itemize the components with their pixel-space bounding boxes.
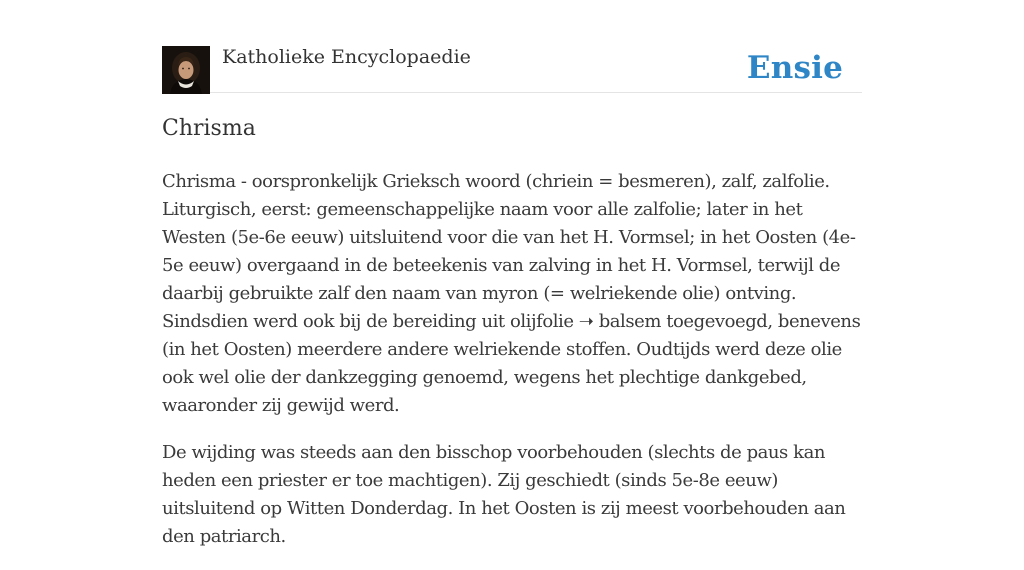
- article-paragraph: Chrisma - oorspronkelijk Grieksch woord (chriein = besmeren), zalf, zalfolie. Liturgisch, eerst: gemeenschappelijke naam voor alle zalfolie; later in het Westen (5e-6e eeuw) uitsluitend voor die van het H. Vormsel; in het Oosten (4e-5e eeuw) overgaand in de beteekenis van zalving in het H. Vormsel, terwijl de daarbij gebruikte zalf den naam van myron (= welriekende olie) ontving. Sindsdien werd ook bij de bereiding uit olijfolie ➝ balsem toegevoegd, benevens (in het Oosten) meerdere andere welriekende stoffen. Oudtijds werd deze olie ook wel olie der dankzegging genoemd, wegens het plechtige dankgebed, waaronder zij gewijd werd.: [162, 171, 861, 416]
- article-paragraph: De wijding was steeds aan den bisschop voorbehouden (slechts de paus kan heden een priester er toe machtigen). Zij geschiedt (sinds 5e-8e eeuw) uitsluitend op Witten Donderdag. In het Oosten is zij meest voorbehouden aan den patriarch.: [162, 442, 846, 547]
- header: [162, 44, 862, 93]
- author-avatar[interactable]: [162, 46, 210, 94]
- portrait-image: [162, 46, 210, 94]
- article-body: [162, 168, 867, 570]
- brand-logo[interactable]: Ensie: [746, 50, 843, 86]
- article-title: Chrisma: [162, 116, 256, 141]
- source-name[interactable]: Katholieke Encyclopaedie: [222, 46, 471, 68]
